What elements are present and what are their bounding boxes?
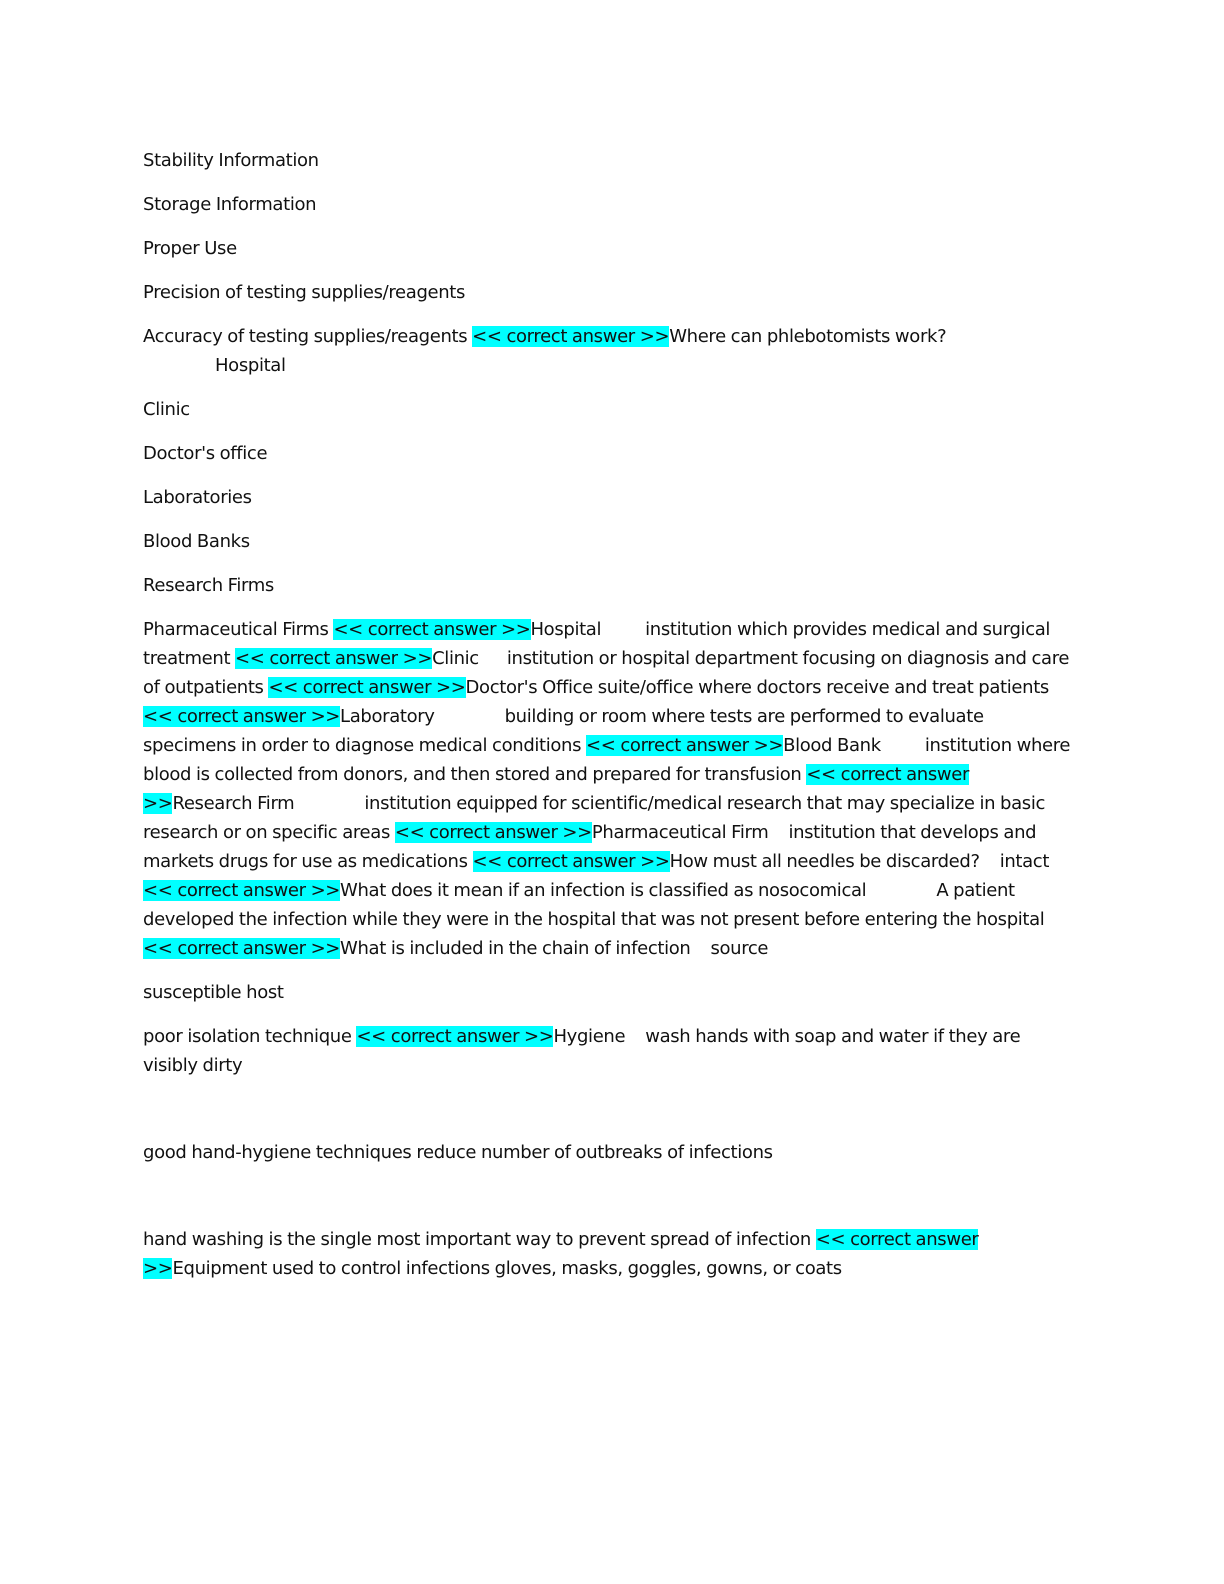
text-good-hand-hygiene: good hand-hygiene techniques reduce number of outbreaks of infections	[143, 1142, 773, 1163]
term-clinic: Clinic	[432, 648, 479, 669]
text-proper-use: Proper Use	[143, 238, 237, 259]
text-precision: Precision of testing supplies/reagents	[143, 282, 466, 303]
answer-equipment: gloves, masks, goggles, gowns, or coats	[494, 1258, 842, 1279]
correct-answer-marker: << correct answer >>	[143, 938, 341, 959]
correct-answer-marker: << correct answer >>	[333, 619, 531, 640]
text-laboratories: Laboratories	[143, 487, 252, 508]
correct-answer-marker: << correct answer >>	[143, 880, 341, 901]
text-hand-washing: hand washing is the single most important way to prevent spread of infection	[143, 1229, 816, 1250]
answer-nosocomial: A patient developed the infection while they were in the hospital that was not present before entering the hospital	[143, 880, 1045, 930]
correct-answer-marker: << correct answer >>	[235, 648, 433, 669]
question-needles: How must all needles be discarded?	[669, 851, 980, 872]
text-accuracy: Accuracy of testing supplies/reagents	[143, 326, 473, 347]
answer-hospital: Hospital	[215, 355, 286, 376]
term-hospital: Hospital	[530, 619, 602, 640]
correct-answer-marker: << correct answer >>	[472, 851, 670, 872]
paragraph-hand-washing	[143, 1225, 1073, 1283]
answer-needles: intact	[999, 851, 1050, 872]
correct-answer-marker: << correct answer	[806, 764, 970, 785]
question-chain: What is included in the chain of infection	[340, 938, 691, 959]
correct-answer-marker: << correct answer	[815, 1229, 979, 1250]
def-laboratory: building or room where tests are performed to evaluate specimens in order to diagnose medical conditions	[143, 706, 984, 756]
correct-answer-marker: >>	[143, 793, 173, 814]
correct-answer-marker: << correct answer >>	[472, 326, 670, 347]
answer-chain: source	[710, 938, 769, 959]
document-body	[143, 146, 1073, 1298]
text-susceptible-host: susceptible host	[143, 982, 284, 1003]
def-research-firm: institution equipped for scientific/medical research that may specialize in basic research or on specific areas	[143, 793, 1046, 843]
correct-answer-marker: << correct answer >>	[143, 706, 341, 727]
text-clinic: Clinic	[143, 399, 190, 420]
term-doctors-office: Doctor's Office	[465, 677, 593, 698]
def-blood-bank: institution where blood is collected from donors, and then stored and prepared for transfusion	[143, 735, 1071, 785]
def-clinic: institution or hospital department focusing on diagnosis and care of outpatients	[143, 648, 1070, 698]
correct-answer-marker: << correct answer >>	[394, 822, 592, 843]
text-blood-banks: Blood Banks	[143, 531, 250, 552]
text-pharma-firms: Pharmaceutical Firms	[143, 619, 334, 640]
correct-answer-marker: >>	[143, 1258, 173, 1279]
term-hygiene: Hygiene	[553, 1026, 626, 1047]
paragraph-definitions	[143, 615, 1073, 963]
paragraph-hygiene	[143, 1022, 1073, 1080]
text-poor-isolation: poor isolation technique	[143, 1026, 357, 1047]
correct-answer-marker: << correct answer >>	[356, 1026, 554, 1047]
text-storage: Storage Information	[143, 194, 317, 215]
paragraph-accuracy	[143, 322, 1073, 380]
def-hospital: institution which provides medical and surgical treatment	[143, 619, 1051, 669]
question-where-work: Where can phlebotomists work?	[669, 326, 947, 347]
def-pharma-firm: institution that develops and markets drugs for use as medications	[143, 822, 1037, 872]
term-research-firm: Research Firm	[172, 793, 295, 814]
term-pharma-firm: Pharmaceutical Firm	[591, 822, 769, 843]
def-hygiene: wash hands with soap and water if they are visibly dirty	[143, 1026, 1021, 1076]
correct-answer-marker: << correct answer >>	[586, 735, 784, 756]
term-blood-bank: Blood Bank	[783, 735, 881, 756]
text-doctors-office: Doctor's office	[143, 443, 268, 464]
text-research-firms: Research Firms	[143, 575, 274, 596]
text-stability: Stability Information	[143, 150, 319, 171]
question-nosocomial: What does it mean if an infection is classified as nosocomical	[340, 880, 867, 901]
question-equipment: Equipment used to control infections	[172, 1258, 490, 1279]
def-doctors-office: suite/office where doctors receive and treat patients	[597, 677, 1049, 698]
correct-answer-marker: << correct answer >>	[268, 677, 466, 698]
term-laboratory: Laboratory	[340, 706, 435, 727]
